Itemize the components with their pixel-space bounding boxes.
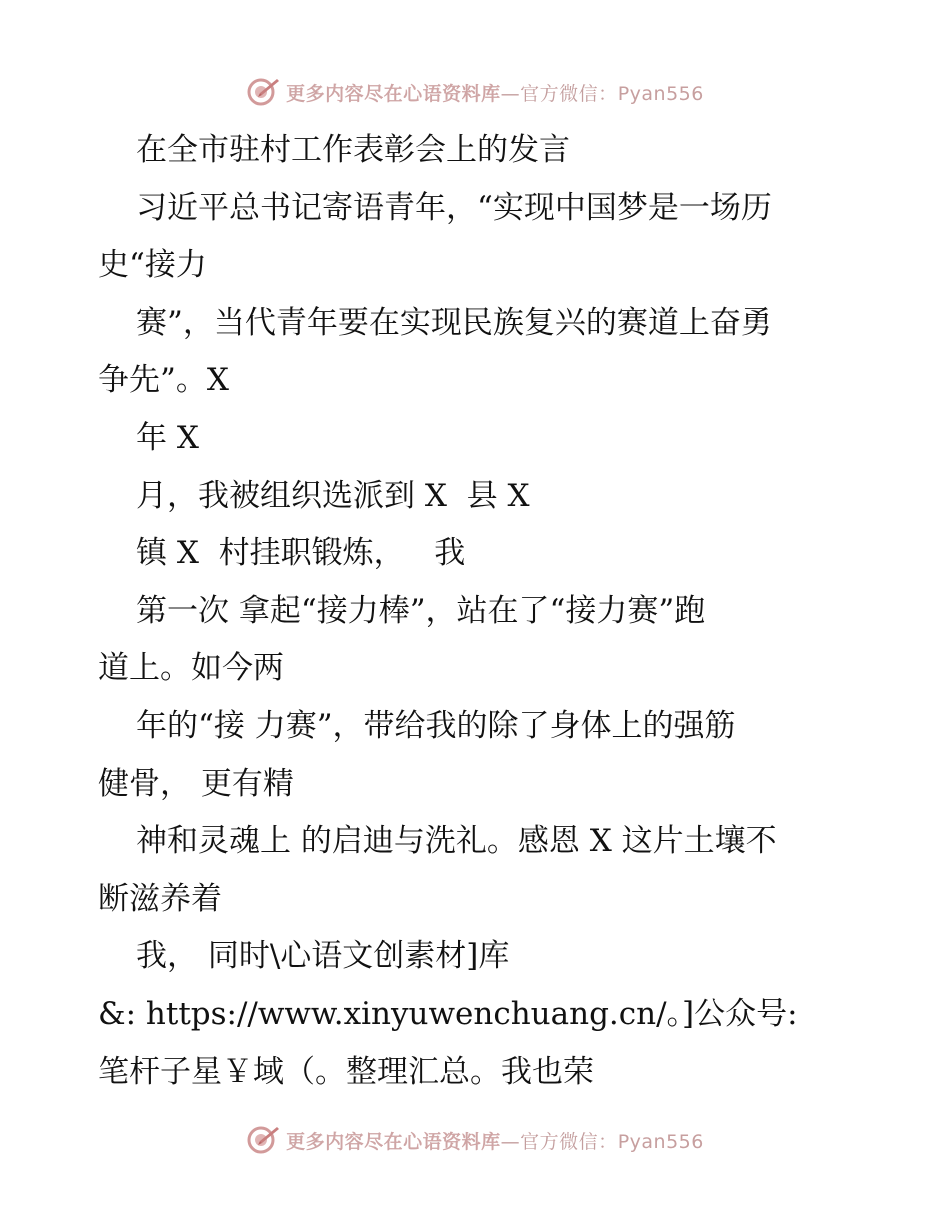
text-line: 月，我被组织选派到 X 县 X	[136, 477, 530, 514]
text-line: 史“接力	[98, 247, 207, 284]
text-line: 道上。如今两	[98, 650, 284, 687]
banner-wechat-handle: Pyan556	[617, 82, 704, 105]
banner-wechat-label: 官方微信：	[520, 82, 618, 105]
text-line: 年 X	[136, 419, 199, 456]
banner-site-name: 更多内容尽在心语资料库	[286, 1130, 501, 1153]
text-line: 习近平总书记寄语青年，“实现中国梦是一场历	[136, 189, 772, 226]
banner-dash: —	[500, 1130, 521, 1153]
pen-logo-icon	[246, 1123, 280, 1157]
doc-title: 在全市驻村工作表彰会上的发言	[136, 132, 570, 168]
document-body	[98, 122, 878, 1101]
text-line: 赛”，当代青年要在实现民族复兴的赛道上奋勇	[136, 304, 772, 341]
header-watermark-banner	[0, 72, 950, 112]
text-line: 神和灵魂上 的启迪与洗礼。感恩 X 这片土壤不	[136, 823, 777, 860]
text-line: 笔杆子星￥域（。整理汇总。我也荣	[98, 1053, 594, 1090]
banner-text	[286, 79, 704, 106]
banner-dash: —	[500, 82, 521, 105]
footer-watermark-banner	[0, 1120, 950, 1160]
text-line: 镇 X 村挂职锻炼， 我	[136, 535, 466, 572]
text-line: 我， 同时\心语文创素材]库	[136, 938, 510, 975]
banner-wechat-handle: Pyan556	[617, 1130, 704, 1153]
text-line: 第一次 拿起“接力棒”，站在了“接力赛”跑	[136, 592, 706, 629]
text-line: 健骨， 更有精	[98, 765, 294, 802]
text-line: 断滋养着	[98, 880, 222, 917]
text-line-url: &: https://www.xinyuwenchuang.cn/。]公众号:	[98, 995, 798, 1032]
pen-logo-icon	[246, 75, 280, 109]
banner-wechat-label: 官方微信：	[520, 1130, 618, 1153]
banner-text	[286, 1127, 704, 1154]
text-line: 争先”。X	[98, 362, 229, 399]
text-line: 年的“接 力赛”，带给我的除了身体上的强筋	[136, 707, 736, 744]
banner-site-name: 更多内容尽在心语资料库	[286, 82, 501, 105]
